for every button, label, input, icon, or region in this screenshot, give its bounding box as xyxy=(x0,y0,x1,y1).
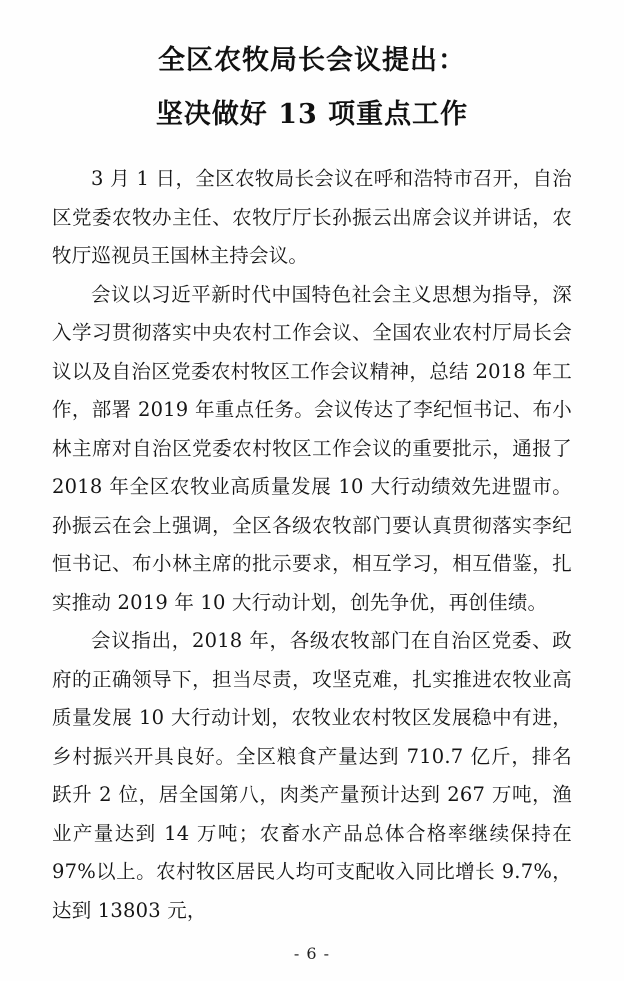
page-number: - 6 - xyxy=(293,944,331,963)
document-body xyxy=(52,160,572,930)
paragraph-1: 3 月 1 日，全区农牧局长会议在呼和浩特市召开，自治区党委农牧办主任、农牧厅厅长孙振云出席会议并讲话，农牧厅巡视员王国林主持会议。 xyxy=(52,167,572,267)
title-line-2: 坚决做好 13 项重点工作 xyxy=(155,99,469,130)
document-title xyxy=(52,34,572,142)
paragraph-3: 会议指出，2018 年，各级农牧部门在自治区党委、政府的正确领导下，担当尽责，攻坚克难，扎实推进农牧业高质量发展 10 大行动计划，农牧业农村牧区发展稳中有进，乡村振兴开具良好。全区粮食产量达到 710.7 亿斤，排名跃升 2 位，居全国第八，肉类产量预计达到 267 万吨，渔业产量达到 14 万吨；农畜水产品总体合格率继续保持在 97%以上。农村牧区居民人均可支配收入同比增长 9.7%，达到 13803 元， xyxy=(52,629,572,922)
paragraph-2: 会议以习近平新时代中国特色社会主义思想为指导，深入学习贯彻落实中央农村工作会议、全国农业农村厅局长会议以及自治区党委农村牧区工作会议精神，总结 2018 年工作，部署 2019 年重点任务。会议传达了李纪恒书记、布小林主席对自治区党委农村牧区工作会议的重要批示，通报了 2018 年全区农牧业高质量发展 10 大行动绩效先进盟市。孙振云在会上强调，全区各级农牧部门要认真贯彻落实李纪恒书记、布小林主席的批示要求，相互学习，相互借鉴，扎实推动 2019 年 10 大行动计划，创先争优，再创佳绩。 xyxy=(52,282,572,614)
title-line-1: 全区农牧局长会议提出： xyxy=(158,45,466,76)
